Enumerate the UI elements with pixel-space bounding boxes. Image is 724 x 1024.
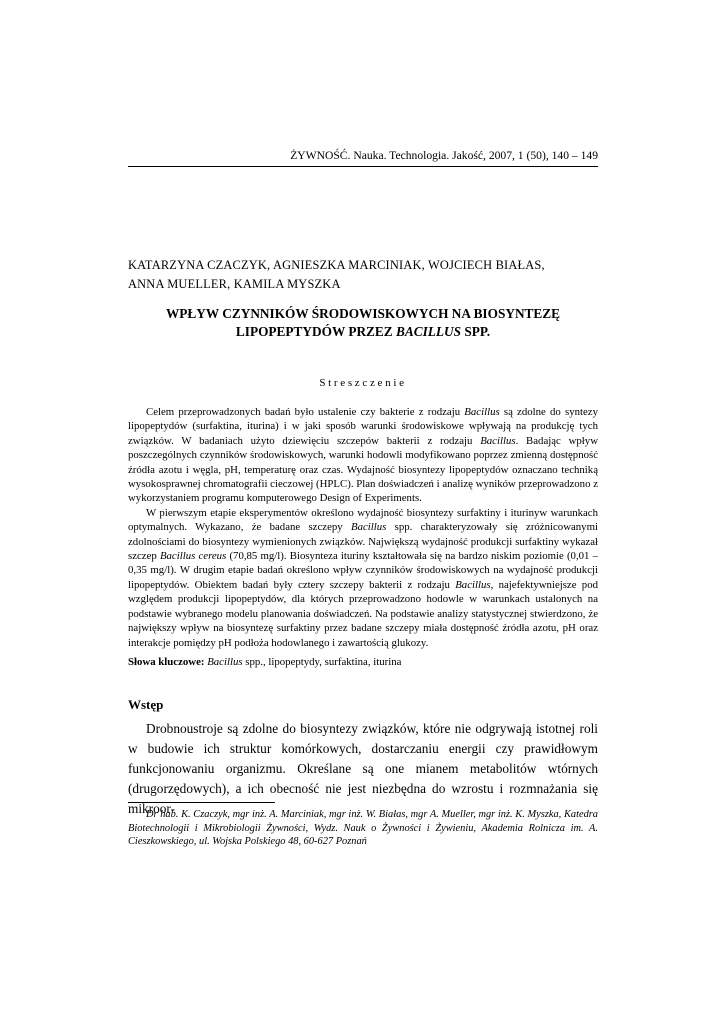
abstract-p2-genus-2: Bacillus bbox=[455, 578, 491, 591]
title-line-2-start: LIPOPEPTYDÓW PRZEZ bbox=[235, 324, 396, 339]
footnote-rule bbox=[128, 802, 275, 803]
abstract-p2-species: Bacillus cereus bbox=[159, 550, 227, 563]
abstract-p1-genus-2: Bacillus bbox=[480, 434, 516, 447]
abstract-paragraph-2 bbox=[128, 506, 598, 650]
keywords-rest: spp., lipopeptydy, surfaktina, iturina bbox=[242, 656, 402, 668]
author-affiliation-footnote: Dr hab. K. Czaczyk, mgr inż. A. Marciniak, mgr inż. W. Białas, mgr A. Mueller, mgr inż. K. Myszka, Katedra Biotechnologii i Mikrobiologii Żywności, Wydz. Nauk o Żywności i Żywieniu, Akademia Rolnicza im. A. Cieszkowskiego, ul. Wojska Polskiego 48, 60-627 Poznań bbox=[128, 809, 598, 848]
abstract-p2-genus-1: Bacillus bbox=[350, 521, 387, 534]
keywords bbox=[128, 655, 598, 669]
abstract-p2-text-g: , najefektywniejsze pod względem produkcji lipopeptydów, dla których przeprowadzono hodowle w warunkach ustalonych na podstawie wybranego modelu planowania doświadczeń. Na podstawie analizy statystycznej stwierdzono, że największy wpływ na biosyntezę surfaktiny przez badane szczepy miała dostępność źródła azotu, pH oraz interakcje pomiędzy pH podłoża hodowlanego i zawartością glukozy. bbox=[128, 578, 599, 649]
keywords-genus: Bacillus bbox=[207, 656, 243, 668]
abstract-paragraph-1 bbox=[128, 405, 598, 506]
title-line-2-end: SPP. bbox=[461, 324, 491, 339]
section-title-introduction: Wstęp bbox=[128, 697, 164, 712]
abstract-p1-text-c: są zdolne do syntezy lipopeptydów (surfaktina, iturina) i w jaki sposób warunki środowiskowe wpływają na produkcję tych związków. W badaniach użyto dziewięciu szczepów bakterii z rodzaju bbox=[128, 406, 598, 447]
title-line-2 bbox=[128, 323, 598, 341]
keywords-label: Słowa kluczowe: bbox=[128, 656, 205, 668]
authors-line-1: KATARZYNA CZACZYK, AGNIESZKA MARCINIAK, WOJCIECH BIAŁAS, bbox=[128, 258, 545, 272]
author-list bbox=[128, 256, 598, 294]
paper-title bbox=[128, 305, 598, 341]
header-rule bbox=[128, 166, 598, 167]
title-line-1: WPŁYW CZYNNIKÓW ŚRODOWISKOWYCH NA BIOSYNTEZĘ bbox=[165, 306, 561, 321]
authors-line-2: ANNA MUELLER, KAMILA MYSZKA bbox=[128, 277, 341, 291]
abstract-p1-text-a: Celem przeprowadzonych badań było ustalenie czy bakterie z rodzaju bbox=[146, 406, 465, 418]
abstract-p2-text-c: spp. charakteryzowały się zróżnicowanymi zdolnościami do biosyntezy wymienionych związków. Największą wydajność produkcji surfaktiny wykazał szczep bbox=[128, 521, 598, 563]
abstract-p2-text-a: W pierwszym etapie eksperymentów określono wydajność biosyntezy surfaktiny i iturinyw warunkach optymalnych. Wykazano, że badane szczepy bbox=[128, 506, 598, 534]
introduction-text: Drobnoustroje są zdolne do biosyntezy związków, które nie odgrywają istotnej roli w budowie ich struktur komórkowych, dostarczaniu energii czy prawidłowym funkcjonowaniu organizmu. Określane są one mianem metabolitów wtórnych (drugorzędowych), a ich obecność nie jest niezbędna do wzrostu i rozmnażania się mikroor- bbox=[128, 721, 598, 816]
abstract-heading: Streszczenie bbox=[319, 377, 407, 389]
abstract-p2-text-e: (70,85 mg/l). Biosynteza ituriny kształtowała się na bardzo niskim poziomie (0,01 – 0,35 mg/l). W drugim etapie badań określono wpływ czynników środowiskowych na wydajność produkcji lipopeptydów. Obiektem badań były cztery szczepy bakterii z rodzaju bbox=[128, 550, 598, 591]
abstract bbox=[128, 405, 598, 650]
title-genus: BACILLUS bbox=[395, 324, 462, 339]
running-head: ŻYWNOŚĆ. Nauka. Technologia. Jakość, 2007, 1 (50), 140 – 149 bbox=[290, 149, 598, 162]
abstract-p1-text-e: . Badając wpływ poszczególnych czynników środowiskowych, warunki hodowli modyfikowano poprzez zmienną dostępność źródła azotu i węgla, pH, temperaturę oraz czas. Wydajność biosyntezy lipopeptydów oznaczano techniką wysokosprawnej chromatografii cieczowej (HPLC). Plan doświadczeń i analizę wyników przeprowadzono z wykorzystaniem programu komputerowego Design of Experiments. bbox=[128, 434, 598, 505]
abstract-p1-genus-1: Bacillus bbox=[464, 406, 500, 418]
